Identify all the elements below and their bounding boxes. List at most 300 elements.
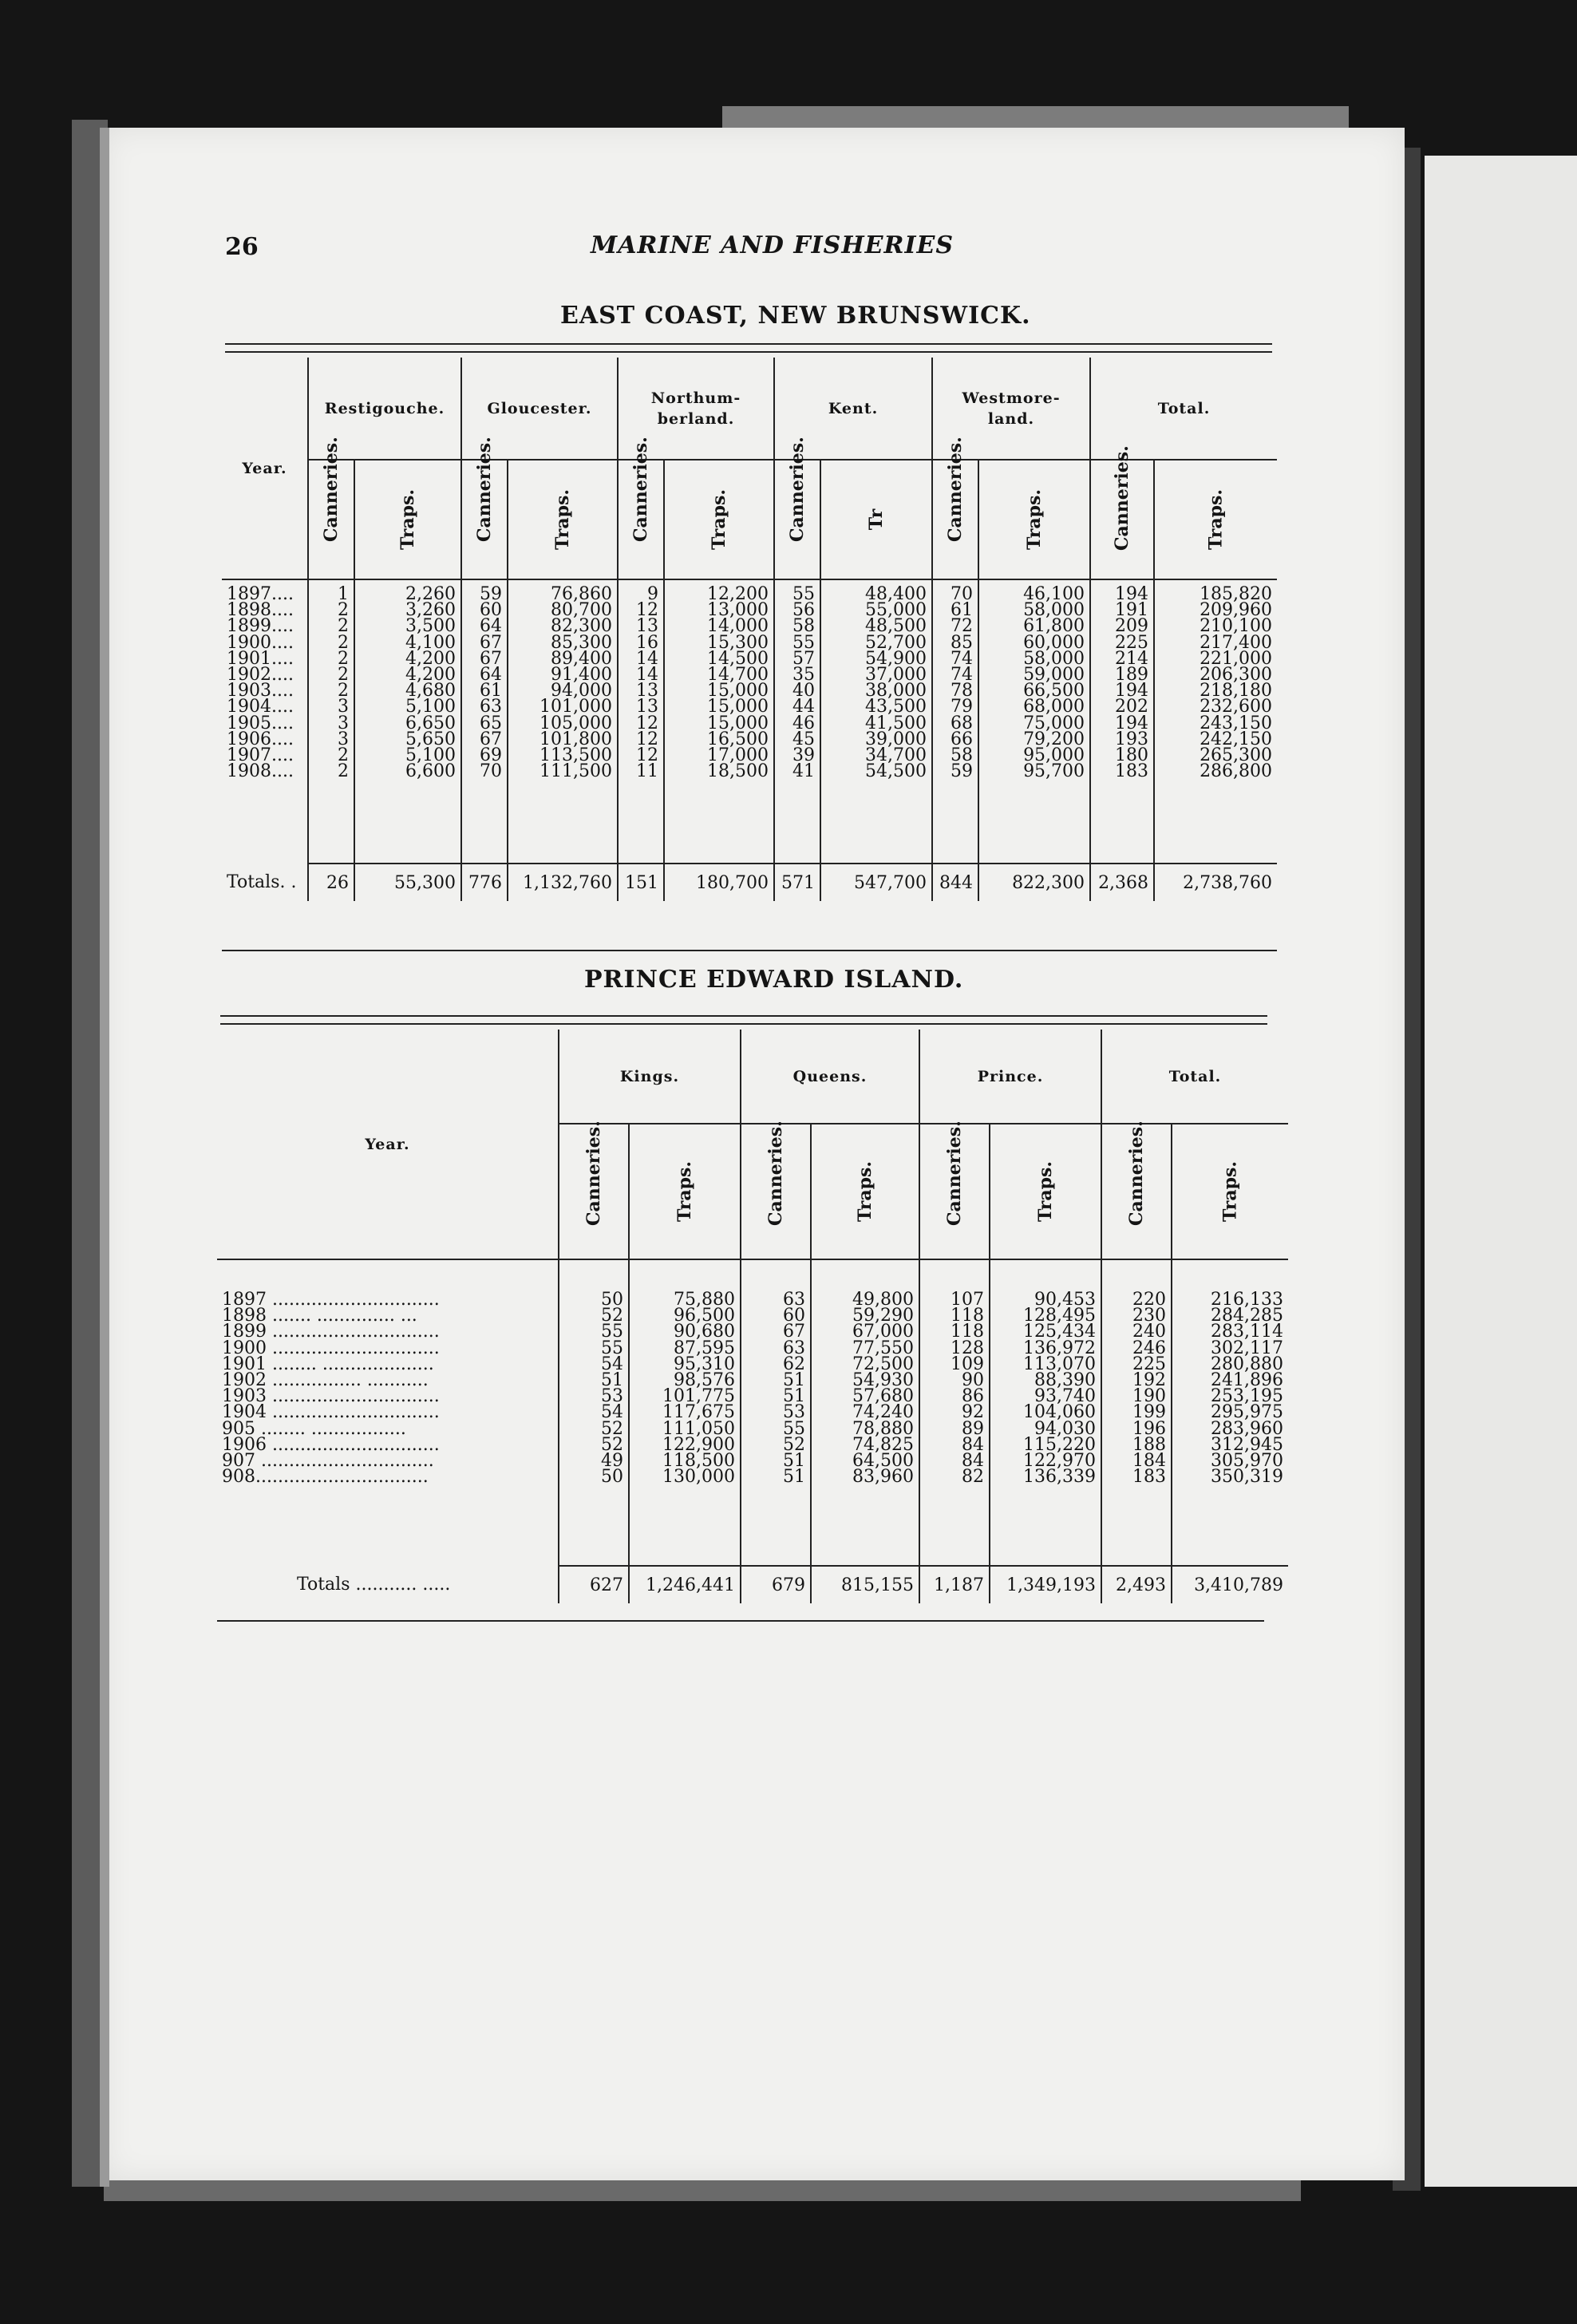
- pei-col-total-traps-cell: 283,960: [1211, 1418, 1284, 1439]
- nb-year-header: Year.: [222, 358, 308, 579]
- pei-years-cell: 1902 ................ ...........: [222, 1370, 429, 1391]
- nb-col-total-canneries-cell: 194: [1115, 713, 1149, 733]
- pei-col-queens-canneries-cell: 51: [783, 1451, 805, 1472]
- pei-col-total-canneries-cell: 220: [1132, 1290, 1167, 1310]
- pei-col-kings-traps-cell: 98,576: [674, 1370, 735, 1391]
- nb-col-restigouche-canneries-cell: 2: [338, 616, 349, 637]
- nb-col-restigouche-traps: [354, 579, 461, 864]
- pei-years: [217, 1259, 559, 1566]
- nb-col-gloucester-traps-cell: 101,800: [540, 729, 612, 749]
- page-number: 26: [225, 233, 259, 261]
- nb-col-northumberland-traps-cell: 14,000: [707, 616, 769, 637]
- nb-col-total-canneries-cell: 180: [1115, 745, 1149, 766]
- pei-col-kings-traps-cell: 118,500: [662, 1451, 735, 1472]
- nb-col-kent-traps-cell: 34,700: [865, 745, 927, 766]
- nb-col-gloucester-traps-cell: 94,000: [551, 681, 612, 702]
- pei-col-prince-canneries-cell: 128: [951, 1338, 985, 1358]
- nb-col-westmoreland-canneries-cell: 66: [951, 729, 974, 749]
- pei-sub-label: Traps.: [1035, 1160, 1057, 1223]
- nb-col-gloucester-canneries-cell: 67: [480, 648, 502, 669]
- nb-years-cell: 1904....: [227, 697, 294, 717]
- nb-col-restigouche-traps-cell: 6,600: [405, 761, 456, 782]
- nb-group-westmoreland: Westmore-land.: [932, 358, 1090, 460]
- pei-col-kings-traps-cell: 117,675: [662, 1402, 735, 1423]
- pei-col-queens-canneries-cell: 63: [783, 1338, 805, 1358]
- pei-years-cell: 1906 ..............................: [222, 1434, 440, 1455]
- pei-col-prince-canneries-cell: 84: [962, 1451, 985, 1472]
- nb-col-westmoreland-canneries-cell: 78: [951, 681, 974, 702]
- nb-years-cell: 1899....: [227, 616, 294, 637]
- nb-col-westmoreland-canneries-cell: 68: [951, 713, 974, 733]
- pei-col-total-traps-cell: 284,285: [1211, 1306, 1284, 1326]
- nb-col-westmoreland-canneries-cell: 61: [951, 600, 974, 621]
- nb-total-cell: 2,368: [1090, 864, 1154, 901]
- nb-col-northumberland-canneries-cell: 9: [647, 584, 658, 604]
- pei-col-kings-traps-cell: 122,900: [662, 1434, 735, 1455]
- nb-col-westmoreland-traps-cell: 68,000: [1023, 697, 1085, 717]
- nb-years-cell: 1898....: [227, 600, 294, 621]
- nb-col-westmoreland-traps-cell: 66,500: [1023, 681, 1085, 702]
- pei-col-total-canneries-cell: 199: [1132, 1402, 1167, 1423]
- pei-sub-label: Canneries.: [765, 1120, 786, 1226]
- pei-year-header: Year.: [217, 1030, 559, 1259]
- pei-col-queens-traps-cell: 74,825: [852, 1434, 915, 1455]
- pei-col-total-canneries: [1101, 1259, 1172, 1566]
- pei-col-kings-canneries-cell: 53: [601, 1386, 623, 1407]
- pei-col-prince-traps-cell: 122,970: [1023, 1451, 1097, 1472]
- nb-col-kent-canneries-cell: 40: [792, 681, 816, 702]
- nb-col-westmoreland-traps-cell: 46,100: [1023, 584, 1085, 604]
- pei-col-kings-canneries-cell: 49: [601, 1451, 623, 1472]
- pei-col-kings-canneries-cell: 52: [601, 1418, 623, 1439]
- nb-col-kent-traps-cell: 55,000: [865, 600, 927, 621]
- nb-sub-label: Canneries.: [474, 437, 495, 542]
- nb-col-total-canneries-cell: 193: [1115, 729, 1149, 749]
- pei-col-queens-canneries-cell: 53: [783, 1402, 805, 1423]
- pei-col-total-traps-cell: 216,133: [1211, 1290, 1284, 1310]
- nb-col-kent-canneries-cell: 58: [792, 616, 816, 637]
- pei-col-total-traps-cell: 350,319: [1211, 1467, 1284, 1488]
- nb-years-cell: 1901....: [227, 648, 294, 669]
- nb-col-northumberland-canneries-cell: 11: [636, 761, 658, 782]
- pei-col-total-canneries-cell: 190: [1132, 1386, 1167, 1407]
- nb-totals-label: Totals. .: [227, 872, 297, 892]
- nb-total-cell: 180,700: [664, 864, 774, 901]
- pei-top-rule-2: [220, 1023, 1267, 1025]
- pei-col-prince-traps-cell: 94,030: [1034, 1418, 1097, 1439]
- nb-total-cell: 776: [461, 864, 508, 901]
- pei-col-prince-traps-cell: 136,972: [1023, 1338, 1097, 1358]
- pei-col-queens-canneries-cell: 51: [783, 1370, 805, 1391]
- pei-sub-label: Traps.: [674, 1160, 695, 1223]
- nb-col-kent-canneries-cell: 45: [792, 729, 816, 749]
- pei-col-prince-canneries-cell: 109: [951, 1354, 985, 1374]
- pei-col-prince-canneries-cell: 92: [962, 1402, 985, 1423]
- nb-col-northumberland-traps-cell: 15,300: [707, 632, 769, 653]
- nb-totals-row: [222, 864, 1277, 901]
- nb-col-northumberland-canneries-cell: 12: [636, 729, 658, 749]
- nb-col-kent-traps-cell: 38,000: [865, 681, 927, 702]
- pei-col-prince-traps-cell: 113,070: [1023, 1354, 1097, 1374]
- pei-years-cell: 1899 ..............................: [222, 1322, 440, 1342]
- nb-col-westmoreland-traps-cell: 58,000: [1023, 600, 1085, 621]
- nb-sub-label: Canneries.: [630, 437, 651, 542]
- pei-col-kings-canneries-cell: 51: [601, 1370, 623, 1391]
- pei-col-kings-traps-cell: 130,000: [662, 1467, 735, 1488]
- nb-col-kent-canneries-cell: 41: [792, 761, 816, 782]
- nb-total-cell: 2,738,760: [1154, 864, 1277, 901]
- nb-sub-label: Traps.: [1024, 488, 1045, 551]
- nb-years-cell: 1897....: [227, 584, 294, 604]
- nb-col-westmoreland-traps-cell: 61,800: [1023, 616, 1085, 637]
- nb-col-total-canneries-cell: 189: [1115, 665, 1149, 686]
- pei-col-queens-traps-cell: 74,240: [852, 1402, 915, 1423]
- nb-col-westmoreland-traps: [978, 579, 1090, 864]
- pei-col-prince-traps-cell: 136,339: [1023, 1467, 1097, 1488]
- nb-col-kent-traps-cell: 41,500: [865, 713, 927, 733]
- nb-total-cell: 151: [618, 864, 664, 901]
- nb-table: [222, 358, 1277, 901]
- pei-sub-label: Canneries.: [1126, 1120, 1148, 1226]
- pei-years-cell: 1900 ..............................: [222, 1338, 440, 1358]
- nb-total-cell: 844: [932, 864, 978, 901]
- pei-col-queens-traps-cell: 57,680: [852, 1386, 915, 1407]
- nb-col-restigouche-traps-cell: 2,260: [405, 584, 456, 604]
- nb-col-westmoreland-traps-cell: 60,000: [1023, 632, 1085, 653]
- pei-col-queens-canneries-cell: 51: [783, 1386, 805, 1407]
- nb-col-northumberland-traps-cell: 15,000: [707, 681, 769, 702]
- page-left-edge: [100, 128, 109, 2187]
- pei-col-kings-canneries-cell: 52: [601, 1306, 623, 1326]
- nb-col-kent-traps: [820, 579, 932, 864]
- pei-total-cell: 1,246,441: [629, 1566, 741, 1603]
- pei-totals-row: [217, 1566, 1288, 1603]
- pei-table: [217, 1030, 1288, 1603]
- nb-col-kent-traps-cell: 54,900: [865, 648, 927, 669]
- nb-col-westmoreland-canneries-cell: 85: [951, 632, 974, 653]
- nb-col-restigouche-traps-cell: 3,500: [405, 616, 456, 637]
- nb-col-westmoreland-traps-cell: 95,000: [1023, 745, 1085, 766]
- pei-total-cell: 627: [559, 1566, 629, 1603]
- pei-col-queens-traps-cell: 54,930: [852, 1370, 915, 1391]
- pei-total-cell: 815,155: [811, 1566, 919, 1603]
- nb-col-total-traps-cell: 265,300: [1200, 745, 1273, 766]
- nb-col-kent-traps-cell: 43,500: [865, 697, 927, 717]
- pei-years-cell: 1903 ..............................: [222, 1386, 440, 1407]
- pei-col-prince-canneries-cell: 118: [951, 1306, 985, 1326]
- pei-col-kings-canneries-cell: 50: [601, 1467, 623, 1488]
- nb-years-cell: 1902....: [227, 665, 294, 686]
- pei-years-cell: 1904 ..............................: [222, 1402, 440, 1423]
- nb-col-westmoreland-traps-cell: 59,000: [1023, 665, 1085, 686]
- nb-col-northumberland-traps-cell: 17,000: [707, 745, 769, 766]
- nb-sub-label: Canneries.: [321, 437, 342, 542]
- nb-group-northumberland: Northum-berland.: [618, 358, 774, 460]
- nb-col-westmoreland-canneries-cell: 59: [951, 761, 974, 782]
- pei-col-total-traps-cell: 305,970: [1211, 1451, 1284, 1472]
- nb-sub-label: Traps.: [552, 488, 573, 551]
- pei-col-total-canneries-cell: 192: [1132, 1370, 1167, 1391]
- pei-col-prince-traps-cell: 125,434: [1023, 1322, 1097, 1342]
- nb-col-total-canneries-cell: 194: [1115, 584, 1149, 604]
- nb-sub-label: Canneries.: [1112, 445, 1133, 551]
- nb-sub-label: Canneries.: [787, 437, 808, 542]
- nb-col-gloucester-traps-cell: 113,500: [540, 745, 612, 766]
- nb-subheader-row: [222, 460, 1277, 579]
- nb-group-kent: Kent.: [774, 358, 932, 460]
- pei-col-kings-canneries: [559, 1259, 629, 1566]
- nb-years-cell: 1908....: [227, 761, 294, 782]
- nb-col-westmoreland-canneries-cell: 74: [951, 648, 974, 669]
- nb-sub-label: Canneries.: [945, 437, 966, 542]
- pei-col-queens-traps-cell: 67,000: [852, 1322, 915, 1342]
- nb-col-restigouche-canneries-cell: 2: [338, 665, 349, 686]
- running-head: MARINE AND FISHERIES: [591, 231, 955, 259]
- nb-total-cell: 547,700: [820, 864, 932, 901]
- nb-total-cell: 55,300: [354, 864, 461, 901]
- nb-col-northumberland-traps-cell: 14,500: [707, 648, 769, 669]
- pei-col-total-canneries-cell: 246: [1132, 1338, 1167, 1358]
- nb-col-northumberland-canneries-cell: 12: [636, 713, 658, 733]
- pei-col-total-traps-cell: 295,975: [1211, 1402, 1284, 1423]
- pei-sub-label: Traps.: [855, 1160, 876, 1223]
- nb-col-gloucester-traps-cell: 76,860: [551, 584, 612, 604]
- pei-col-queens-canneries-cell: 51: [783, 1467, 805, 1488]
- nb-col-northumberland-traps-cell: 18,500: [707, 761, 769, 782]
- nb-total-cell: 26: [308, 864, 354, 901]
- pei-col-queens-canneries-cell: 60: [783, 1306, 805, 1326]
- nb-col-restigouche-traps-cell: 5,650: [405, 729, 456, 749]
- pei-col-prince-traps-cell: 104,060: [1023, 1402, 1097, 1423]
- pei-years-cell: 905 ........ .................: [222, 1418, 406, 1439]
- pei-col-total-traps-cell: 241,896: [1211, 1370, 1284, 1391]
- nb-col-kent-traps-cell: 37,000: [865, 665, 927, 686]
- nb-col-gloucester-canneries-cell: 59: [480, 584, 502, 604]
- nb-top-rule-2: [225, 351, 1272, 353]
- nb-col-restigouche-traps-cell: 5,100: [405, 697, 456, 717]
- nb-sub-label: Tr: [866, 508, 887, 531]
- nb-col-total-traps-cell: 185,820: [1200, 584, 1273, 604]
- pei-col-kings-canneries-cell: 52: [601, 1434, 623, 1455]
- nb-col-restigouche-canneries-cell: 2: [338, 681, 349, 702]
- nb-col-northumberland-canneries-cell: 12: [636, 600, 658, 621]
- pei-col-prince-traps-cell: 115,220: [1023, 1434, 1097, 1455]
- pei-col-prince-canneries-cell: 118: [951, 1322, 985, 1342]
- pei-col-total-traps-cell: 253,195: [1211, 1386, 1284, 1407]
- pei-col-total-traps: [1172, 1259, 1288, 1566]
- pei-years-cell: 908...............................: [222, 1467, 429, 1488]
- pei-years-cell: 907 ...............................: [222, 1451, 434, 1472]
- nb-col-westmoreland-traps-cell: 58,000: [1023, 648, 1085, 669]
- pei-col-queens-canneries: [741, 1259, 811, 1566]
- pei-col-prince-traps-cell: 128,495: [1023, 1306, 1097, 1326]
- nb-col-total-traps-cell: 218,180: [1200, 681, 1273, 702]
- nb-col-gloucester-traps-cell: 105,000: [540, 713, 612, 733]
- pei-col-total-canneries-cell: 188: [1132, 1434, 1167, 1455]
- nb-col-kent-canneries-cell: 57: [792, 648, 816, 669]
- nb-years-cell: 1905....: [227, 713, 294, 733]
- nb-col-northumberland-canneries-cell: 12: [636, 745, 658, 766]
- pei-col-kings-traps-cell: 87,595: [674, 1338, 735, 1358]
- nb-col-gloucester-traps-cell: 82,300: [551, 616, 612, 637]
- nb-col-restigouche-canneries-cell: 3: [338, 697, 349, 717]
- nb-col-northumberland-canneries-cell: 13: [636, 697, 658, 717]
- nb-col-gloucester-traps-cell: 89,400: [551, 648, 612, 669]
- pei-col-kings-canneries-cell: 55: [601, 1322, 623, 1342]
- pei-sub-label: Canneries.: [583, 1120, 604, 1226]
- nb-col-gloucester-traps-cell: 111,500: [540, 761, 612, 782]
- nb-col-northumberland-traps-cell: 12,200: [707, 584, 769, 604]
- nb-col-restigouche-traps-cell: 4,200: [405, 665, 456, 686]
- pei-col-prince-canneries-cell: 84: [962, 1434, 985, 1455]
- nb-col-gloucester-canneries-cell: 65: [480, 713, 502, 733]
- pei-bottom-rule: [217, 1620, 1264, 1622]
- pei-col-total-canneries-cell: 230: [1132, 1306, 1167, 1326]
- nb-col-kent-canneries-cell: 56: [792, 600, 816, 621]
- nb-col-kent-canneries-cell: 55: [792, 584, 816, 604]
- pei-group-prince: Prince.: [919, 1030, 1101, 1124]
- nb-col-total-canneries-cell: 214: [1115, 648, 1149, 669]
- nb-col-gloucester-traps-cell: 101,000: [540, 697, 612, 717]
- pei-col-queens-traps-cell: 78,880: [852, 1418, 915, 1439]
- nb-col-total-canneries-cell: 209: [1115, 616, 1149, 637]
- pei-col-total-canneries-cell: 196: [1132, 1418, 1167, 1439]
- nb-group-gloucester: Gloucester.: [461, 358, 618, 460]
- pei-col-kings-traps-cell: 95,310: [674, 1354, 735, 1374]
- nb-col-westmoreland-canneries: [932, 579, 978, 864]
- nb-col-restigouche-canneries-cell: 2: [338, 648, 349, 669]
- nb-col-kent-canneries-cell: 44: [792, 697, 816, 717]
- nb-years-cell: 1903....: [227, 681, 294, 702]
- nb-col-northumberland-canneries: [618, 579, 664, 864]
- nb-sub-label: Traps.: [709, 488, 730, 551]
- pei-total-cell: 679: [741, 1566, 811, 1603]
- nb-years-cell: 1900....: [227, 632, 294, 653]
- nb-col-northumberland-traps-cell: 14,700: [707, 665, 769, 686]
- nb-col-westmoreland-traps-cell: 79,200: [1023, 729, 1085, 749]
- nb-col-gloucester-canneries: [461, 579, 508, 864]
- nb-col-gloucester-canneries-cell: 67: [480, 729, 502, 749]
- pei-col-queens-traps-cell: 72,500: [852, 1354, 915, 1374]
- pei-col-prince-canneries-cell: 86: [962, 1386, 985, 1407]
- nb-table-title: EAST COAST, NEW BRUNSWICK.: [560, 302, 1031, 330]
- pei-sub-label: Traps.: [1219, 1160, 1241, 1223]
- nb-col-northumberland-canneries-cell: 14: [636, 648, 658, 669]
- nb-col-gloucester-canneries-cell: 70: [480, 761, 502, 782]
- pei-col-prince-canneries: [919, 1259, 990, 1566]
- nb-col-kent-traps-cell: 52,700: [865, 632, 927, 653]
- next-page: [1425, 156, 1577, 2187]
- nb-col-gloucester-traps-cell: 80,700: [551, 600, 612, 621]
- nb-group-restigouche: Restigouche.: [308, 358, 461, 460]
- nb-col-kent-traps-cell: 54,500: [865, 761, 927, 782]
- pei-col-prince-canneries-cell: 90: [962, 1370, 985, 1391]
- pei-col-kings-canneries-cell: 54: [601, 1354, 623, 1374]
- pei-total-cell: 3,410,789: [1172, 1566, 1288, 1603]
- nb-col-total-canneries-cell: 225: [1115, 632, 1149, 653]
- nb-col-gloucester-traps-cell: 85,300: [551, 632, 612, 653]
- nb-col-northumberland-canneries-cell: 14: [636, 665, 658, 686]
- page-bottom-shadow: [104, 2177, 1301, 2201]
- nb-col-restigouche-canneries-cell: 2: [338, 632, 349, 653]
- nb-col-gloucester-canneries-cell: 69: [480, 745, 502, 766]
- pei-col-prince-traps-cell: 93,740: [1034, 1386, 1097, 1407]
- nb-col-restigouche-traps-cell: 6,650: [405, 713, 456, 733]
- nb-col-total-traps-cell: 221,000: [1200, 648, 1273, 669]
- pei-col-kings-traps: [629, 1259, 741, 1566]
- pei-col-prince-traps-cell: 90,453: [1034, 1290, 1097, 1310]
- pei-col-total-canneries-cell: 240: [1132, 1322, 1167, 1342]
- pei-group-queens: Queens.: [741, 1030, 919, 1124]
- pei-col-prince-canneries-cell: 82: [962, 1467, 985, 1488]
- nb-col-total-traps-cell: 286,800: [1200, 761, 1273, 782]
- pei-col-total-traps-cell: 283,114: [1211, 1322, 1284, 1342]
- nb-years-cell: 1906....: [227, 729, 294, 749]
- nb-col-westmoreland-canneries-cell: 72: [951, 616, 974, 637]
- pei-group-kings: Kings.: [559, 1030, 741, 1124]
- nb-col-total-canneries-cell: 183: [1115, 761, 1149, 782]
- pei-col-kings-canneries-cell: 50: [601, 1290, 623, 1310]
- nb-col-northumberland-canneries-cell: 16: [636, 632, 658, 653]
- nb-col-kent-canneries-cell: 35: [792, 665, 816, 686]
- nb-years-cell: 1907....: [227, 745, 294, 766]
- pei-col-queens-canneries-cell: 62: [783, 1354, 805, 1374]
- nb-total-cell: 571: [774, 864, 820, 901]
- pei-col-kings-traps-cell: 90,680: [674, 1322, 735, 1342]
- pei-col-queens-canneries-cell: 52: [783, 1434, 805, 1455]
- pei-total-cell: 2,493: [1101, 1566, 1172, 1603]
- pei-top-rule: [220, 1015, 1267, 1017]
- pei-col-queens-traps-cell: 64,500: [852, 1451, 915, 1472]
- pei-col-total-traps-cell: 280,880: [1211, 1354, 1284, 1374]
- pei-col-prince-canneries-cell: 107: [951, 1290, 985, 1310]
- pei-col-total-canneries-cell: 184: [1132, 1451, 1167, 1472]
- pei-col-kings-traps-cell: 101,775: [662, 1386, 735, 1407]
- nb-col-restigouche-canneries-cell: 2: [338, 600, 349, 621]
- nb-col-restigouche-traps-cell: 4,200: [405, 648, 456, 669]
- nb-col-restigouche-canneries-cell: 3: [338, 729, 349, 749]
- nb-col-westmoreland-traps-cell: 75,000: [1023, 713, 1085, 733]
- nb-col-total-traps-cell: 210,100: [1200, 616, 1273, 637]
- pei-years-cell: 1897 ..............................: [222, 1290, 440, 1310]
- nb-col-restigouche-canneries: [308, 579, 354, 864]
- nb-col-northumberland-traps-cell: 15,000: [707, 697, 769, 717]
- nb-col-gloucester-canneries-cell: 60: [480, 600, 502, 621]
- pei-total-cell: 1,349,193: [990, 1566, 1101, 1603]
- nb-col-total-traps-cell: 206,300: [1200, 665, 1273, 686]
- nb-sub-label: Traps.: [397, 488, 418, 551]
- pei-col-queens-canneries-cell: 67: [783, 1322, 805, 1342]
- nb-col-northumberland-canneries-cell: 13: [636, 616, 658, 637]
- pei-col-queens-traps-cell: 83,960: [852, 1467, 915, 1488]
- nb-col-total-canneries: [1090, 579, 1154, 864]
- nb-col-restigouche-traps-cell: 4,100: [405, 632, 456, 653]
- nb-col-northumberland-canneries-cell: 13: [636, 681, 658, 702]
- pei-col-prince-traps-cell: 88,390: [1034, 1370, 1097, 1391]
- nb-col-gloucester-canneries-cell: 61: [480, 681, 502, 702]
- pei-col-kings-canneries-cell: 55: [601, 1338, 623, 1358]
- pei-col-total-canneries-cell: 183: [1132, 1467, 1167, 1488]
- nb-col-restigouche-traps-cell: 5,100: [405, 745, 456, 766]
- pei-col-queens-traps-cell: 49,800: [852, 1290, 915, 1310]
- nb-col-restigouche-traps-cell: 4,680: [405, 681, 456, 702]
- nb-col-westmoreland-canneries-cell: 79: [951, 697, 974, 717]
- pei-col-total-canneries-cell: 225: [1132, 1354, 1167, 1374]
- nb-col-total-canneries-cell: 202: [1115, 697, 1149, 717]
- pei-col-total-traps-cell: 302,117: [1211, 1338, 1284, 1358]
- pei-group-total: Total.: [1101, 1030, 1288, 1124]
- nb-group-total: Total.: [1090, 358, 1277, 460]
